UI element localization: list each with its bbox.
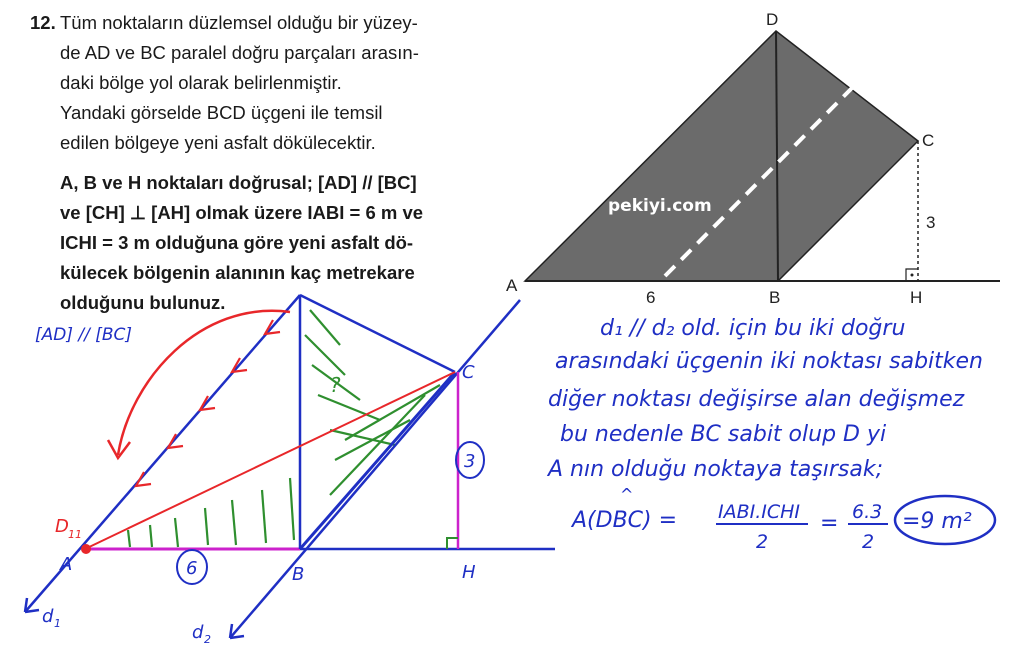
label-c: C bbox=[922, 131, 935, 150]
point-a-dot bbox=[81, 544, 91, 554]
formula-lhs: A(DBC) = bbox=[572, 508, 678, 533]
explanation-line: diğer noktası değişirse alan değişmez bbox=[548, 387, 965, 412]
sketch-label-b: B bbox=[292, 564, 305, 585]
sketch-ac-red bbox=[85, 372, 455, 549]
question-line: ve [CH] ⊥ [AH] olmak üzere IABI = 6 m ve bbox=[60, 202, 424, 223]
line-d2 bbox=[230, 300, 520, 638]
arrow-marks bbox=[136, 320, 280, 486]
explanation-line: d₁ // d₂ old. için bu iki doğru bbox=[600, 316, 906, 341]
formula-numerator: IABI.ICHI bbox=[718, 501, 801, 523]
formula-equals: = bbox=[820, 511, 839, 536]
sketch-label-d2-sub: 2 bbox=[204, 633, 211, 646]
label-b: B bbox=[769, 288, 781, 307]
text-line: de AD ve BC paralel doğru parçaları arasın- bbox=[60, 42, 419, 63]
formula-denominator-2: 2 bbox=[862, 531, 875, 553]
formula-result: =9 m² bbox=[902, 509, 972, 534]
label-ch-length: 3 bbox=[926, 213, 936, 232]
explanation-line: A nın olduğu noktaya taşırsak; bbox=[548, 457, 883, 482]
formula-hat: ^ bbox=[620, 485, 634, 504]
problem-number: 12. bbox=[30, 12, 56, 33]
formula-numerator-2: 6.3 bbox=[852, 501, 883, 523]
label-h: H bbox=[910, 288, 923, 307]
sketch-label-d-prime-sub: 11 bbox=[68, 528, 82, 541]
sketch-label-d2: d bbox=[192, 622, 204, 643]
explanation-line: bu nedenle BC sabit olup D yi bbox=[560, 422, 887, 447]
sketch-dc bbox=[300, 295, 455, 372]
sketch-label-d1-sub: 1 bbox=[54, 617, 61, 630]
solution-sketch bbox=[25, 295, 555, 646]
question-line: A, B ve H noktaları doğrusal; [AD] // [BC] bbox=[60, 172, 417, 193]
move-arrow bbox=[118, 311, 290, 455]
watermark: pekiyi.com bbox=[608, 196, 712, 216]
sketch-label-c: C bbox=[462, 362, 475, 383]
text-line: Tüm noktaların düzlemsel olduğu bir yüzey- bbox=[60, 12, 418, 33]
explanation-line: arasındaki üçgenin iki noktası sabitken bbox=[555, 349, 983, 374]
question-line: külecek bölgenin alanının kaç metrekare bbox=[60, 262, 415, 283]
label-ab-length: 6 bbox=[646, 288, 656, 307]
text-line: edilen bölgeye yeni asfalt dökülecektir. bbox=[60, 132, 376, 153]
sketch-label-d1: d bbox=[42, 606, 54, 627]
sketch-label-question: ? bbox=[330, 373, 341, 397]
sketch-label-ch: 3 bbox=[464, 451, 476, 472]
sketch-label-ab: 6 bbox=[186, 558, 198, 579]
sketch-label-a: A bbox=[60, 554, 73, 575]
solution-explanation bbox=[546, 316, 995, 553]
label-a: A bbox=[506, 276, 518, 295]
road-figure bbox=[506, 10, 1000, 307]
road-region bbox=[525, 31, 918, 281]
formula-denominator: 2 bbox=[756, 531, 769, 553]
text-line: daki bölge yol olarak belirlenmiştir. bbox=[60, 72, 342, 93]
hatching bbox=[128, 310, 440, 547]
question-line: ICHI = 3 m olduğuna göre yeni asfalt dö- bbox=[60, 232, 414, 253]
label-d: D bbox=[766, 10, 779, 29]
right-angle-dot bbox=[911, 274, 914, 277]
text-line: Yandaki görselde BCD üçgeni ile temsil bbox=[60, 102, 383, 123]
question-line: olduğunu bulunuz. bbox=[60, 292, 226, 313]
sketch-bc bbox=[300, 372, 455, 549]
sketch-right-angle bbox=[447, 538, 458, 549]
sketch-label-d-prime: D bbox=[55, 516, 69, 537]
sketch-label-h: H bbox=[462, 562, 476, 583]
note-parallel: [AD] // [BC] bbox=[35, 325, 133, 345]
